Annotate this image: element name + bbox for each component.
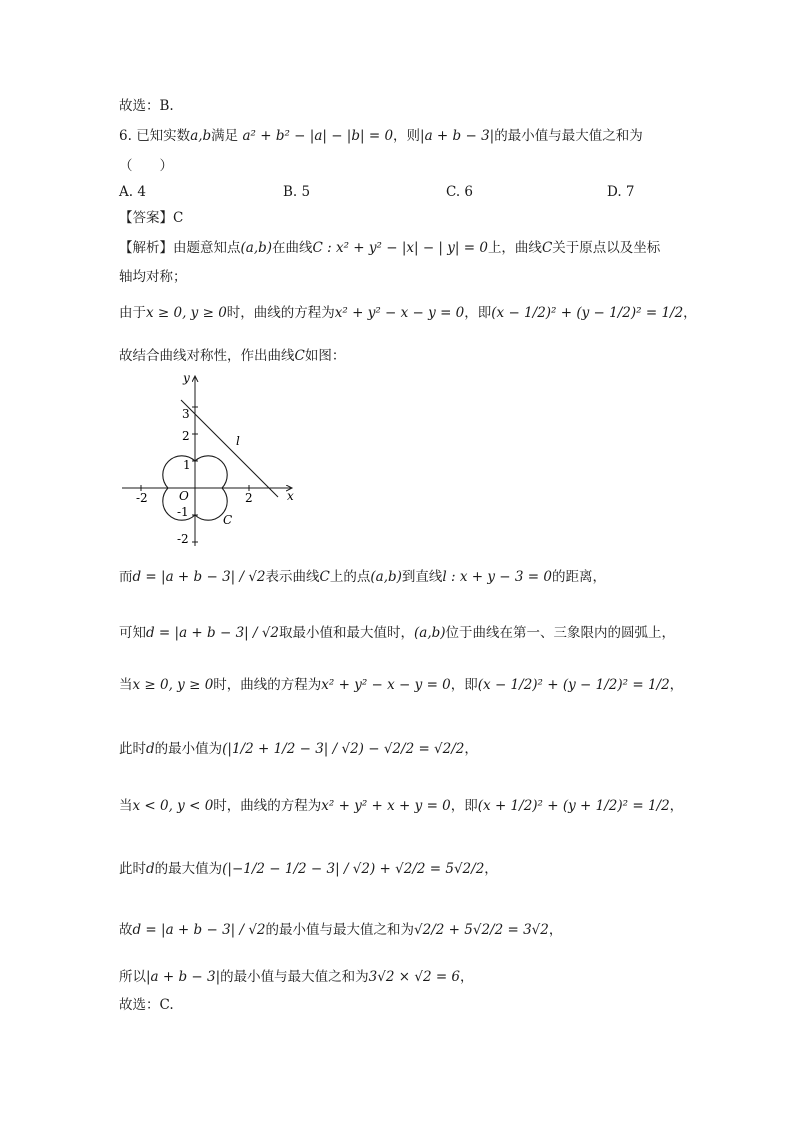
analysis-text: 时，曲线的方程为: [213, 677, 322, 693]
analysis-text: 故: [119, 922, 133, 938]
curve-c: C: [294, 348, 305, 364]
analysis-text: ，即: [450, 798, 478, 814]
standard-form: (x − 1/2)² + (y − 1/2)² = 1/2: [477, 677, 670, 693]
analysis-text: 到直线: [401, 569, 443, 585]
final-calculation: 3√2 × √2 = 6: [368, 969, 461, 985]
answer-tag: 【答案】: [119, 210, 173, 226]
analysis-text: 此时: [119, 741, 146, 757]
analysis-text: 故结合曲线对称性，作出曲线: [119, 348, 295, 364]
analysis-text: ，: [460, 969, 474, 985]
point-ab: (a,b): [370, 569, 402, 585]
distance-formula: d = |a + b − 3| / √2: [146, 625, 280, 641]
curve-equation: x² + y² − x − y = 0: [321, 677, 451, 693]
curve-c-label: C: [223, 513, 233, 527]
standard-form: (x + 1/2)² + (y + 1/2)² = 1/2: [477, 798, 670, 814]
line-equation: l : x + y − 3 = 0: [442, 569, 552, 585]
previous-answer: 故选：B.: [119, 98, 174, 114]
analysis-text: 所以: [119, 969, 146, 985]
sum-of-extrema: 故d = |a + b − 3| / √2的最小值与最大值之和为√2/2 + 5√2/2 = 3√2，: [119, 922, 563, 938]
y-tick-label: -1: [177, 505, 189, 519]
stem-equation: a² + b² − |a| − |b| = 0: [242, 128, 394, 144]
analysis-text: 时，曲线的方程为: [226, 305, 335, 321]
analysis-text: 而: [119, 569, 133, 585]
y-tick-label: 1: [183, 458, 191, 472]
analysis-line-2: 轴均对称；: [119, 269, 187, 285]
analysis-text: 当: [119, 677, 133, 693]
y-axis-label: y: [183, 371, 190, 385]
minimum-value: 此时d的最小值为(|1/2 + 1/2 − 3| / √2) − √2/2 = √2/2，: [119, 741, 478, 757]
y-tick-label: -2: [177, 532, 189, 546]
stem-text-3: ，则: [393, 128, 421, 144]
stem-expression: |a + b − 3|: [420, 128, 495, 144]
line-l: [181, 400, 278, 497]
x-tick-label: 2: [245, 491, 253, 505]
analysis-line-3: 由于x ≥ 0, y ≥ 0时，曲线的方程为x² + y² − x − y = 0，即(x − 1/2)² + (y − 1/2)² = 1/2，: [119, 305, 697, 321]
analysis-text: 时，曲线的方程为: [213, 798, 322, 814]
analysis-text: 的最小值为: [154, 741, 223, 757]
conclusion: 故选：C.: [119, 997, 174, 1013]
case-first-quadrant: 当x ≥ 0, y ≥ 0时，曲线的方程为x² + y² − x − y = 0，即(x − 1/2)² + (y − 1/2)² = 1/2，: [119, 677, 684, 693]
analysis-text: 表示曲线: [265, 569, 320, 585]
analysis-text: 由题意知点: [173, 240, 241, 256]
maximum-expression: (|−1/2 − 1/2 − 3| / √2) + √2/2 = 5√2/2: [222, 861, 485, 877]
standard-form: (x − 1/2)² + (y − 1/2)² = 1/2: [491, 305, 684, 321]
condition: x ≥ 0, y ≥ 0: [132, 677, 214, 693]
curve-equation: x² + y² − x − y = 0: [334, 305, 465, 321]
y-tick-label: 3: [182, 407, 190, 421]
analysis-text: 上，曲线: [487, 240, 542, 256]
analysis-text: 此时: [119, 861, 146, 877]
analysis-text: 如图：: [304, 348, 346, 364]
point-ab: (a,b): [414, 625, 446, 641]
case-third-quadrant: 当x < 0, y < 0时，曲线的方程为x² + y² + x + y = 0，即(x + 1/2)² + (y + 1/2)² = 1/2，: [119, 798, 684, 814]
distance-definition: [119, 568, 606, 586]
distance-formula: d = |a + b − 3| / √2: [132, 569, 266, 585]
analysis-text: 的距离，: [551, 569, 606, 585]
curve-figure: [117, 368, 307, 550]
stem-text-1: 已知实数: [136, 128, 191, 144]
analysis-line-4: [119, 347, 345, 365]
analysis-text: 可知: [119, 625, 146, 641]
analysis-text: ，即: [450, 677, 478, 693]
curve-equation: C : x² + y² − |x| − | y| = 0: [312, 240, 488, 256]
extremum-condition: [119, 624, 675, 642]
analysis-text: 上的点: [329, 569, 371, 585]
option-d: D. 7: [607, 184, 635, 200]
analysis-text: 由于: [119, 305, 146, 321]
option-a: A. 4: [119, 184, 146, 200]
variable-d: d: [146, 861, 155, 877]
analysis-text: ，即: [464, 305, 492, 321]
x-axis-label: x: [287, 489, 294, 503]
analysis-text: 的最大值为: [154, 861, 223, 877]
analysis-text: 在曲线: [272, 240, 313, 256]
analysis-text: 取最小值和最大值时，: [279, 625, 415, 641]
minimum-expression: (|1/2 + 1/2 − 3| / √2) − √2/2 = √2/2: [222, 741, 465, 757]
question-number: 6.: [119, 128, 132, 144]
stem-text-2: 满足: [211, 128, 239, 144]
curve-equation: x² + y² + x + y = 0: [321, 798, 451, 814]
final-result: [119, 968, 474, 986]
distance-formula: d = |a + b − 3| / √2: [132, 922, 266, 938]
sum-expression: √2/2 + 5√2/2 = 3√2: [414, 922, 549, 938]
question-stem: [119, 127, 643, 145]
analysis-text: 当: [119, 798, 133, 814]
curve-c: C: [319, 569, 330, 585]
analysis-text: 关于原点以及坐标: [552, 240, 661, 256]
target-expression: |a + b − 3|: [146, 969, 221, 985]
option-b: B. 5: [283, 184, 311, 200]
variable-d: d: [146, 741, 155, 757]
x-tick-label: -2: [136, 491, 148, 505]
y-tick-label: 2: [182, 429, 190, 443]
analysis-text: 位于曲线在第一、三象限内的圆弧上，: [445, 625, 676, 641]
answer-bracket: （ ）: [119, 158, 173, 174]
line-l-label: l: [236, 434, 240, 448]
analysis-tag: 【解析】: [119, 240, 173, 256]
stem-text-4: 的最小值与最大值之和为: [494, 128, 643, 144]
condition: x < 0, y < 0: [132, 798, 214, 814]
analysis-line-1: [119, 239, 660, 257]
answer-line: [119, 209, 183, 227]
maximum-value: 此时d的最大值为(|−1/2 − 1/2 − 3| / √2) + √2/2 = 5√2/2，: [119, 861, 498, 877]
origin-label: O: [179, 489, 189, 503]
condition: x ≥ 0, y ≥ 0: [146, 305, 227, 321]
analysis-text: 的最小值与最大值之和为: [220, 969, 369, 985]
answer-value: C: [173, 210, 184, 226]
analysis-text: 的最小值与最大值之和为: [265, 922, 415, 938]
option-c: C. 6: [446, 184, 474, 200]
stem-vars: a,b: [190, 128, 212, 144]
point-ab: (a,b): [240, 240, 273, 256]
curve-c: C: [541, 240, 553, 256]
